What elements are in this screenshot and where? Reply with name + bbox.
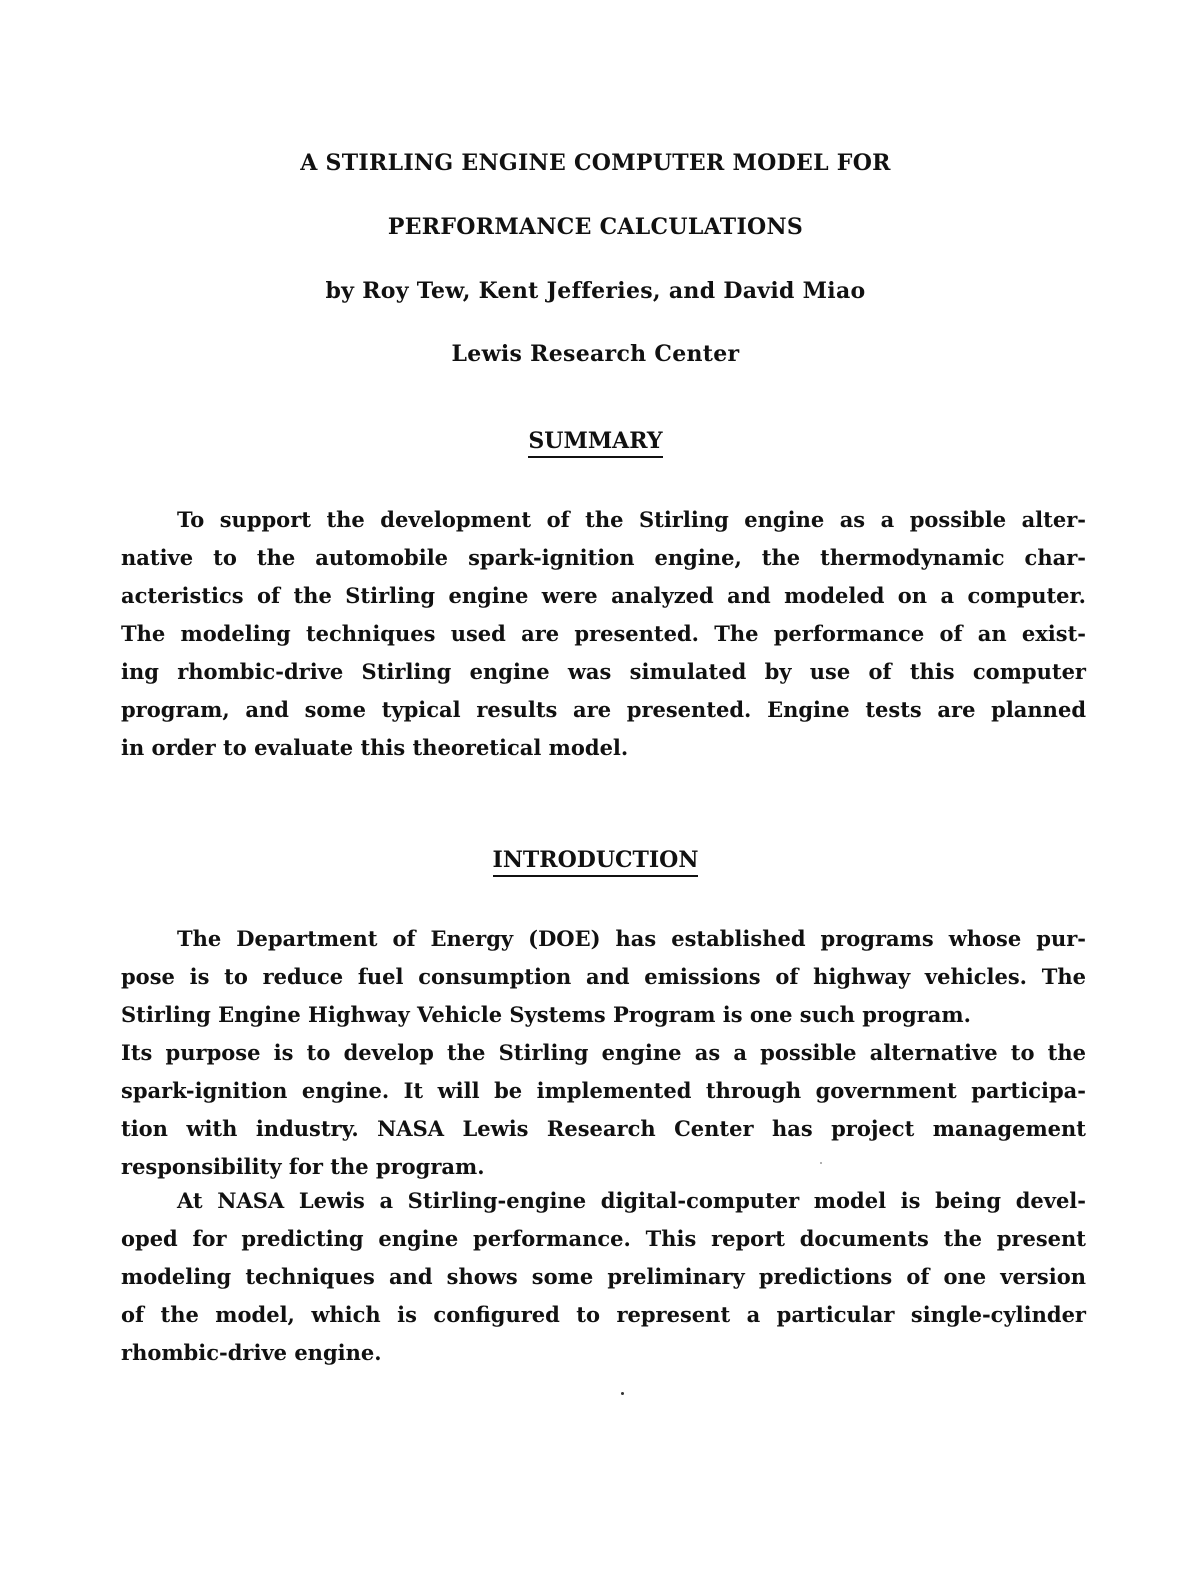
summary-heading-text: SUMMARY	[528, 428, 662, 458]
text-line: program, and some typical results are presented. Engine tests are planned	[121, 697, 1086, 722]
text-line: modeling techniques and shows some preliminary predictions of one version	[121, 1264, 1086, 1289]
text-line: acteristics of the Stirling engine were analyzed and modeled on a computer.	[121, 583, 1086, 608]
introduction-heading	[0, 847, 1191, 877]
text-line: in order to evaluate this theoretical model.	[121, 735, 629, 760]
title-line-1: A STIRLING ENGINE COMPUTER MODEL FOR	[300, 150, 891, 176]
summary-heading	[0, 428, 1191, 458]
text-line: rhombic-drive engine.	[121, 1340, 382, 1365]
scan-speck	[621, 1392, 624, 1395]
summary-paragraph	[121, 501, 1086, 767]
text-line: To support the development of the Stirling engine as a possible alter-	[177, 507, 1086, 532]
title-line-2: PERFORMANCE CALCULATIONS	[387, 214, 804, 240]
affiliation: Lewis Research Center	[451, 341, 740, 367]
text-line: At NASA Lewis a Stirling-engine digital-computer model is being devel-	[177, 1188, 1086, 1213]
text-line: Its purpose is to develop the Stirling engine as a possible alternative to the	[121, 1040, 1086, 1065]
text-line: responsibility for the program.	[121, 1154, 485, 1179]
text-line: pose is to reduce fuel consumption and emissions of highway vehicles. The	[121, 964, 1086, 989]
text-line: oped for predicting engine performance. This report documents the present	[121, 1226, 1086, 1251]
authors: by Roy Tew, Kent Jefferies, and David Miao	[325, 278, 866, 304]
text-line: spark-ignition engine. It will be implemented through government participa-	[121, 1078, 1086, 1103]
introduction-paragraph-1	[121, 920, 1086, 1186]
introduction-heading-text: INTRODUCTION	[493, 847, 699, 877]
scan-speck	[820, 1162, 822, 1164]
text-line: native to the automobile spark-ignition engine, the thermodynamic char-	[121, 545, 1086, 570]
text-line: tion with industry. NASA Lewis Research Center has project management	[121, 1116, 1086, 1141]
text-line: The Department of Energy (DOE) has established programs whose pur-	[177, 926, 1086, 951]
text-line: ing rhombic-drive Stirling engine was simulated by use of this computer	[121, 659, 1086, 684]
introduction-paragraph-2	[121, 1182, 1086, 1372]
text-line: of the model, which is configured to represent a particular single-cylinder	[121, 1302, 1086, 1327]
text-line: The modeling techniques used are presented. The performance of an exist-	[121, 621, 1086, 646]
text-line: Stirling Engine Highway Vehicle Systems Program is one such program.	[121, 1002, 971, 1027]
